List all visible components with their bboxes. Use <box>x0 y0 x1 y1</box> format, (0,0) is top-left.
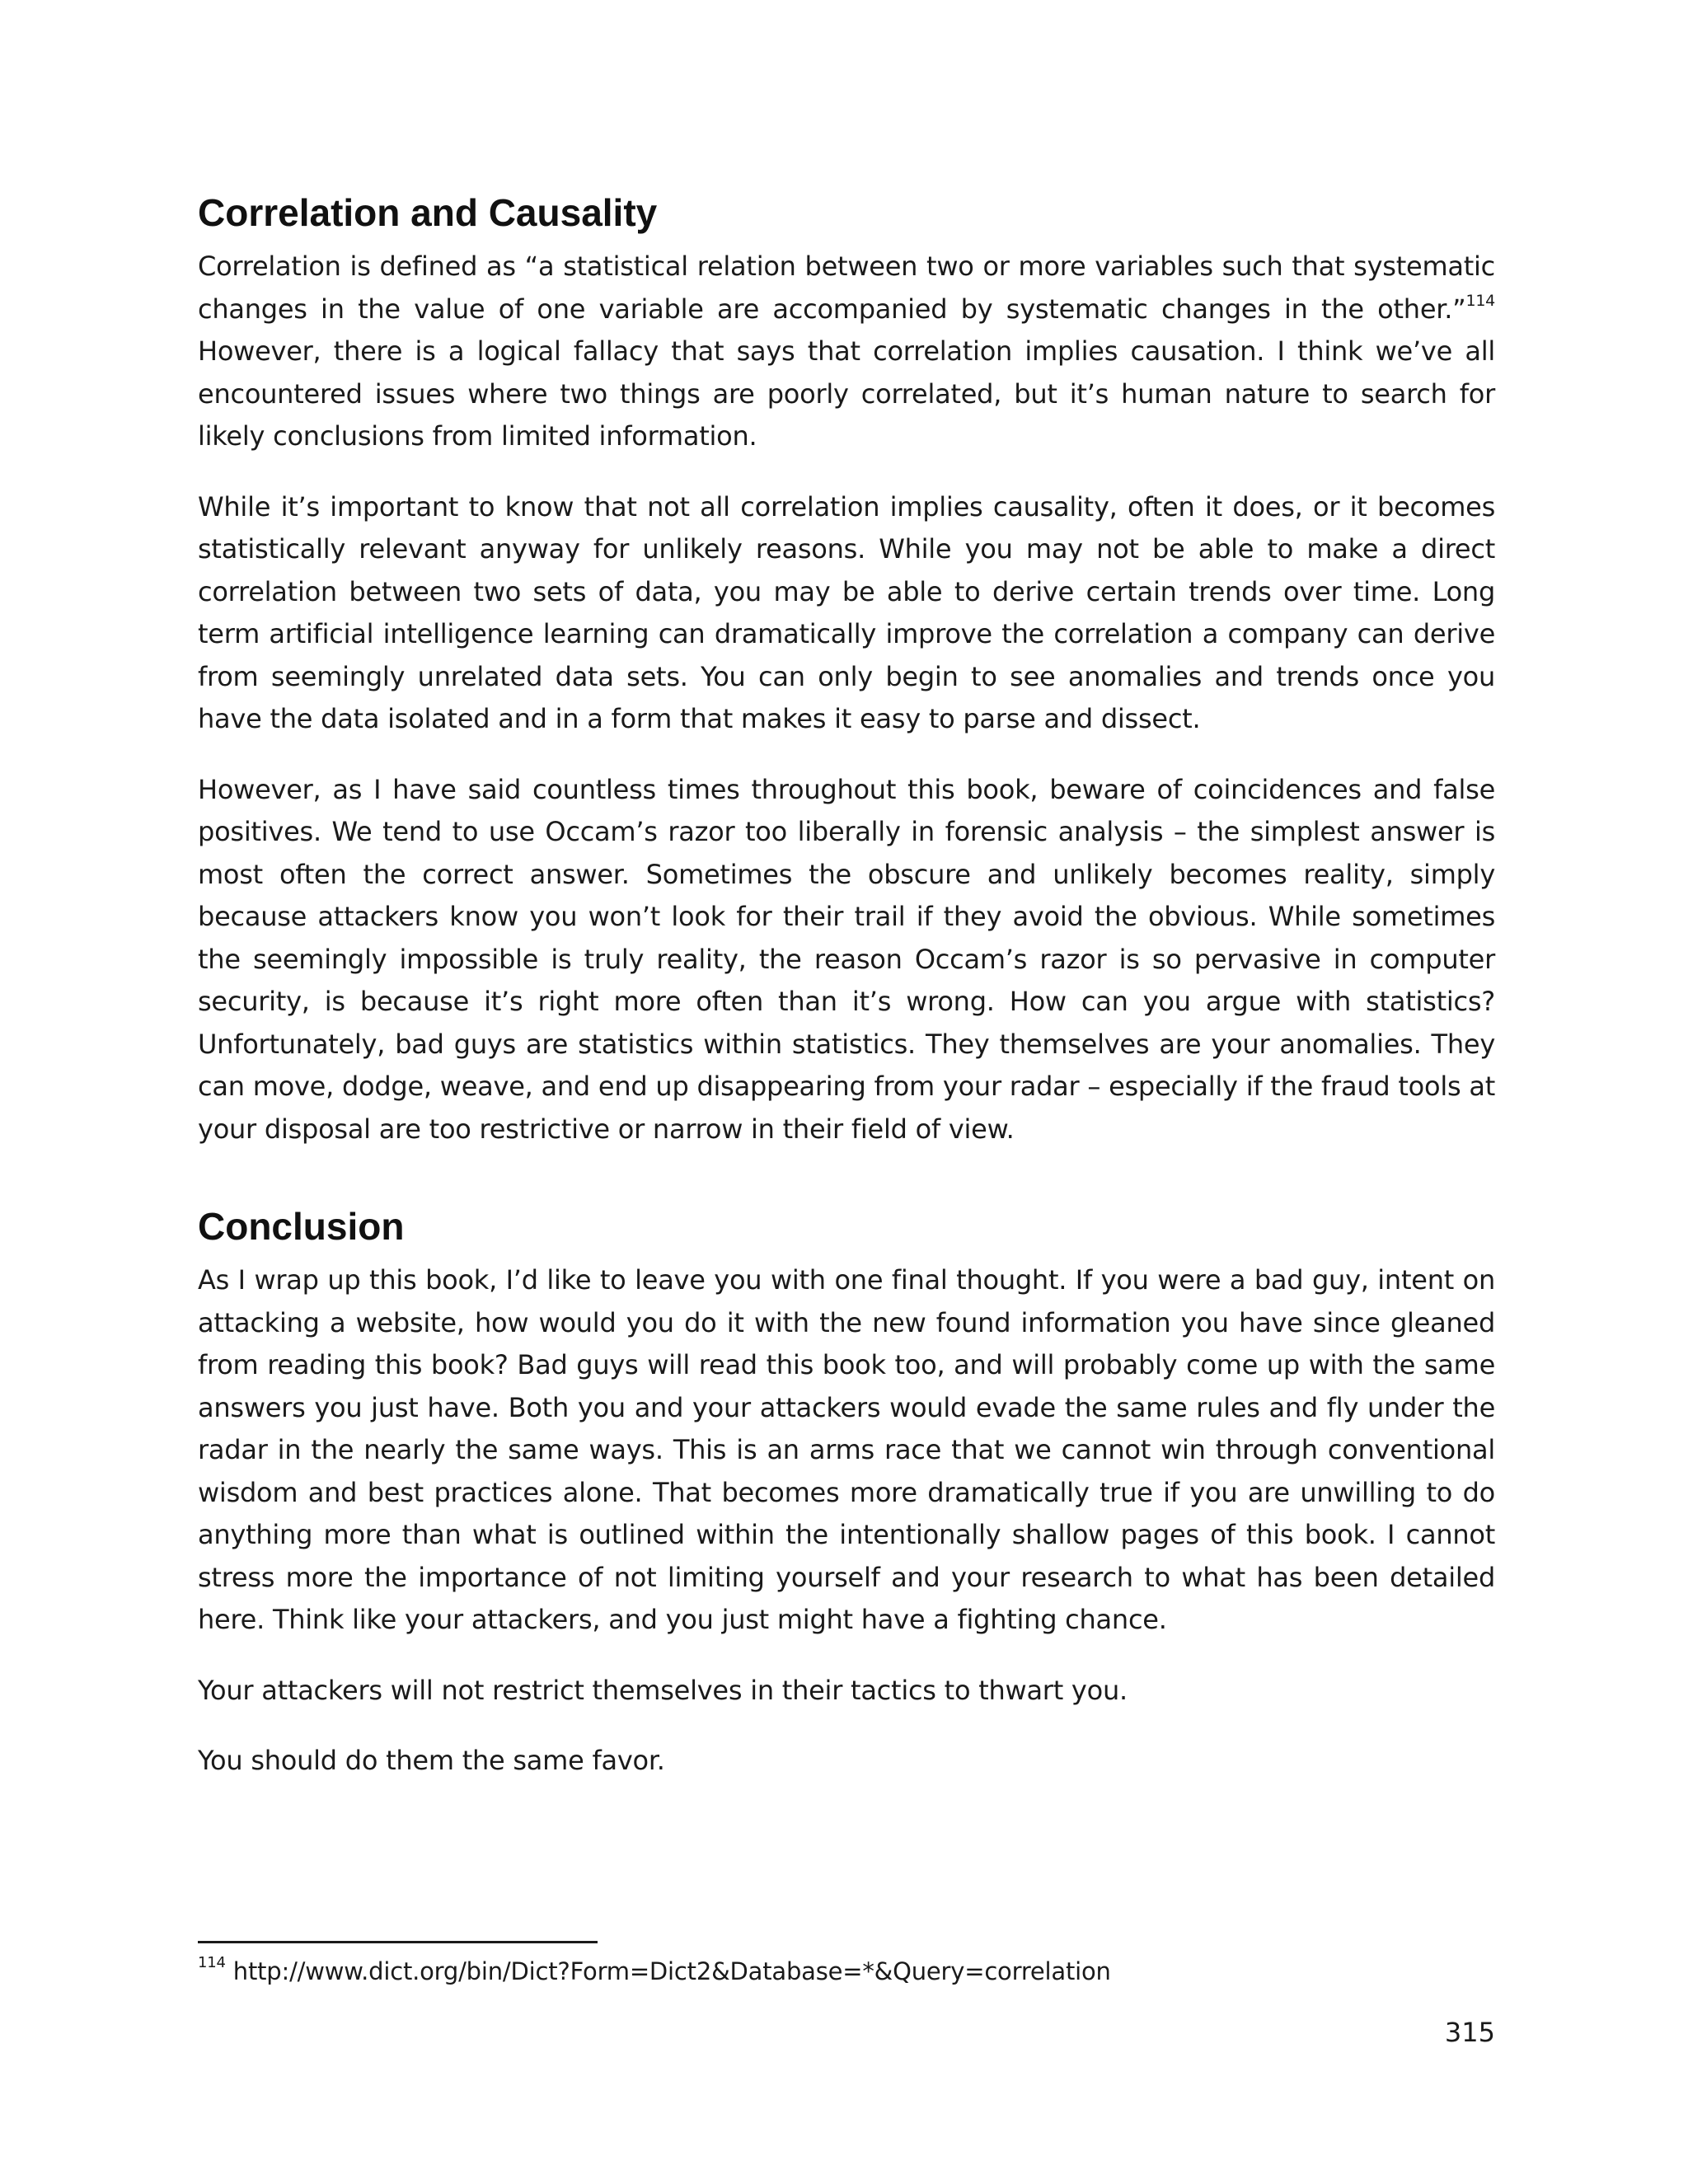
section-heading-correlation: Correlation and Causality <box>198 191 658 234</box>
footnote <box>198 1955 1111 1988</box>
paragraph-correlation-definition <box>198 246 1495 458</box>
footnote-url[interactable]: http://www.dict.org/bin/Dict?Form=Dict2&Database=*&Query=correlation <box>225 1957 1111 1985</box>
paragraph-causality: While it’s important to know that not all correlation implies causality, often it does, or it becomes statistically relevant anyway for unlikely reasons. While you may not be able to make a direct correlation between two sets of data, you may be able to derive certain trends over time. Long term artificial intelligence learning can dramatically improve the correlation a company can derive from seemingly unrelated data sets. You can only begin to see anomalies and trends once you have the data isolated and in a form that makes it easy to parse and dissect. <box>198 490 1495 734</box>
paragraph-coincidences: However, as I have said countless times throughout this book, beware of coincidences and false positives. We tend to use Occam’s razor too liberally in forensic analysis – the simplest answer is most often the correct answer. Sometimes the obscure and unlikely becomes reality, simply because attackers know you won’t look for their trail if they avoid the obvious. While sometimes the seemingly impossible is truly reality, the reason Occam’s razor is so pervasive in computer security, is because it’s right more often than it’s wrong. How can you argue with statistics? Unfortunately, bad guys are statistics within statistics. They themselves are your anomalies. They can move, dodge, weave, and end up disappearing from your radar – especially if the fraud tools at your disposal are too restrictive or narrow in their field of view. <box>198 773 1495 1145</box>
footnote-separator <box>198 1941 598 1943</box>
page-body <box>198 188 1495 1811</box>
paragraph-text: Correlation is defined as “a statistical relation between two or more variables such that systematic changes in the value of one variable are accompanied by systematic changes in the other.” <box>198 251 1495 325</box>
section-heading-conclusion: Conclusion <box>198 1205 405 1248</box>
page-number: 315 <box>1444 2017 1495 2048</box>
paragraph-text: However, there is a logical fallacy that says that correlation implies causation. I think we’ve all encountered issues where two things are poorly correlated, but it’s human nature to search for likely conclusions from limited information. <box>198 335 1495 452</box>
paragraph-attackers: Your attackers will not restrict themselves in their tactics to thwart you. <box>198 1674 1128 1706</box>
footnote-reference[interactable]: 114 <box>1465 291 1495 310</box>
footnote-number: 114 <box>198 1954 226 1972</box>
paragraph-favor: You should do them the same favor. <box>198 1745 665 1776</box>
paragraph-final-thought: As I wrap up this book, I’d like to leave you with one final thought. If you were a bad guy, intent on attacking a website, how would you do it with the new found information you have since gleaned from reading this book? Bad guys will read this book too, and will probably come up with the same answers you just have. Both you and your attackers would evade the same rules and fly under the radar in the nearly the same ways. This is an arms race that we cannot win through conventional wisdom and best practices alone. That becomes more dramatically true if you are unwilling to do anything more than what is outlined within the intentionally shallow pages of this book. I cannot stress more the importance of not limiting yourself and your research to what has been detailed here. Think like your attackers, and you just might have a fighting chance. <box>198 1264 1495 1635</box>
